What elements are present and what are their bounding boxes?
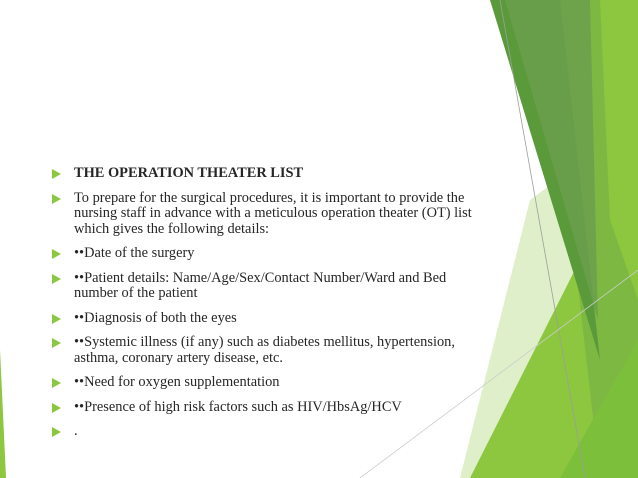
bullet-arrow-icon xyxy=(52,274,61,284)
bullet-item xyxy=(52,424,472,440)
bullet-arrow-icon xyxy=(52,249,61,259)
bullet-arrow-icon xyxy=(52,378,61,388)
bullet-text: ••Patient details: Name/Age/Sex/Contact Number/Ward and Bed number of the patient xyxy=(74,269,447,301)
bullet-arrow-icon xyxy=(52,427,61,437)
bullet-item xyxy=(52,400,472,416)
bullet-text: THE OPERATION THEATER LIST xyxy=(74,165,304,181)
bullet-list xyxy=(52,166,472,449)
bullet-item xyxy=(52,191,472,238)
bullet-arrow-icon xyxy=(52,194,61,204)
bullet-text: ••Presence of high risk factors such as HIV/HbsAg/HCV xyxy=(74,398,402,415)
bullet-text: ••Date of the surgery xyxy=(74,245,195,261)
bullet-text: ••Need for oxygen supplementation xyxy=(74,374,280,390)
bullet-arrow-icon xyxy=(52,169,61,179)
bullet-item xyxy=(52,375,472,391)
bullet-text: ••Systemic illness (if any) such as diabetes mellitus, hypertension, asthma, coronary artery disease, etc. xyxy=(74,334,455,366)
bullet-item xyxy=(52,335,472,366)
bullet-arrow-icon xyxy=(52,314,61,324)
bullet-item xyxy=(52,246,472,262)
bullet-item xyxy=(52,271,472,302)
bullet-item xyxy=(52,311,472,327)
bullet-text: . xyxy=(74,423,78,439)
bullet-arrow-icon xyxy=(52,338,61,348)
bullet-text: ••Diagnosis of both the eyes xyxy=(74,309,237,326)
bullet-arrow-icon xyxy=(52,403,61,413)
bullet-text: To prepare for the surgical procedures, it is important to provide the nursing staff in advance with a meticulous operation theater (OT) list which gives the following details: xyxy=(74,189,472,237)
bullet-item xyxy=(52,166,472,182)
left-green-strip xyxy=(0,350,6,478)
